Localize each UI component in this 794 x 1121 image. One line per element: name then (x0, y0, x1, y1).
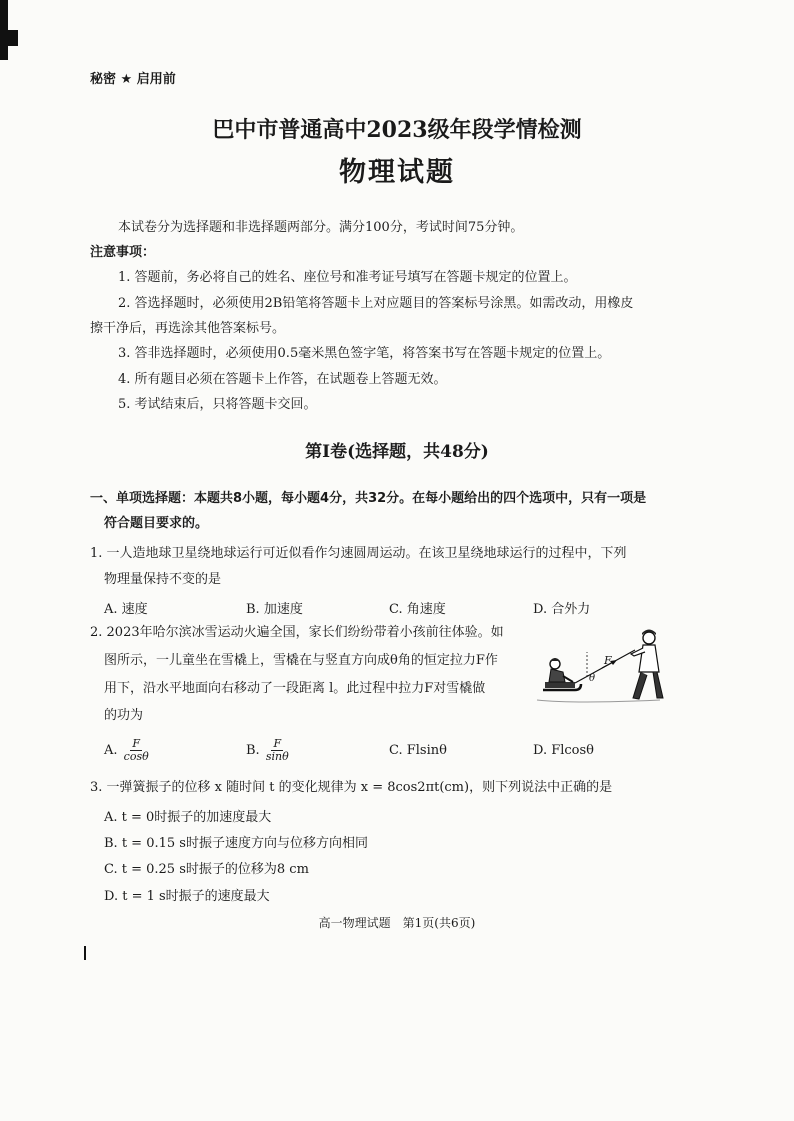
question-3-option-d: D. t = 1 s时振子的速度最大 (104, 889, 270, 904)
option-b-numerator: F (273, 737, 282, 750)
question-2-text: 图所示，一儿童坐在雪橇上，雪橇在与竖直方向成θ角的恒定拉力F作 (104, 653, 498, 668)
question-1-option-a: A. 速度 (104, 602, 148, 617)
figure-label-force: F (604, 654, 612, 667)
scan-edge-mark (8, 30, 18, 46)
notice-item: 4. 所有题目必须在答题卡上作答，在试题卷上答题无效。 (118, 372, 447, 387)
exam-intro: 本试卷分为选择题和非选择题两部分。满分100分，考试时间75分钟。 (118, 220, 524, 235)
notice-item: 2. 答选择题时，必须使用2B铅笔将答题卡上对应题目的答案标号涂黑。如需改动，用橡皮 (118, 296, 634, 311)
option-a-numerator: F (132, 737, 141, 750)
option-a-fraction (122, 738, 151, 763)
sled-seat (545, 682, 575, 688)
question-2-text: 的功为 (104, 708, 144, 723)
figure-label-theta: θ (589, 673, 596, 684)
question-3-option-c: C. t = 0.25 s时振子的位移为8 cm (104, 862, 309, 877)
notice-item: 5. 考试结束后，只将答题卡交回。 (118, 397, 317, 412)
scan-margin-mark (84, 946, 86, 960)
page-footer: 高一物理试题 第1页(共6页) (318, 916, 476, 930)
question-1-text: 物理量保持不变的是 (104, 572, 222, 587)
scan-edge-mark (0, 0, 8, 60)
question-1-text: 1. 一人造地球卫星绕地球运行可近似看作匀速圆周运动。在该卫星绕地球运行的过程中，下列 (90, 546, 627, 561)
child-body (549, 669, 565, 682)
question-1-option-d: D. 合外力 (533, 602, 591, 617)
adult-head (643, 632, 655, 644)
option-b-fraction (264, 738, 291, 763)
section-title: 第Ⅰ卷(选择题，共48分) (305, 442, 489, 462)
question-1-option-c: C. 角速度 (389, 602, 446, 617)
section-instruction: 符合题目要求的。 (104, 516, 209, 531)
question-2-option-d: D. Flcosθ (533, 743, 595, 758)
confidential-label: 秘密 ★ 启用前 (90, 72, 176, 87)
option-a-label: A. (104, 743, 118, 758)
question-3-text: 3. 一弹簧振子的位移 x 随时间 t 的变化规律为 x = 8cos2πt(cm)，则下列说法中正确的是 (90, 780, 613, 795)
notice-item: 擦干净后，再选涂其他答案标号。 (90, 321, 286, 336)
notice-heading: 注意事项： (90, 245, 156, 260)
question-2-option-c: C. Flsinθ (389, 743, 447, 758)
notice-item: 3. 答非选择题时，必须使用0.5毫米黑色签字笔，将答案书写在答题卡规定的位置上。 (118, 346, 611, 361)
exam-title: 巴中市普通高中2023级年段学情检测 (212, 117, 582, 143)
question-3-option-b: B. t = 0.15 s时振子速度方向与位移方向相同 (104, 836, 368, 851)
option-b-label: B. (246, 743, 260, 758)
notice-item: 1. 答题前，务必将自己的姓名、座位号和准考证号填写在答题卡规定的位置上。 (118, 270, 577, 285)
question-3-option-a: A. t = 0时振子的加速度最大 (104, 810, 272, 825)
exam-subject: 物理试题 (339, 157, 455, 188)
sled-figure (535, 628, 665, 708)
question-1-option-b: B. 加速度 (246, 602, 303, 617)
question-2-option-a (104, 738, 151, 763)
section-instruction: 一、单项选择题：本题共8小题，每小题4分，共32分。在每小题给出的四个选项中，只有一项是 (90, 491, 647, 506)
question-2-text: 2. 2023年哈尔滨冰雪运动火遍全国，家长们纷纷带着小孩前往体验。如 (90, 625, 504, 640)
question-2-option-b (246, 738, 291, 763)
option-b-denominator: sinθ (265, 750, 289, 763)
option-a-denominator: cosθ (123, 750, 149, 763)
question-2-text: 用下，沿水平地面向右移动了一段距离 l。此过程中拉力F对雪橇做 (104, 681, 486, 696)
